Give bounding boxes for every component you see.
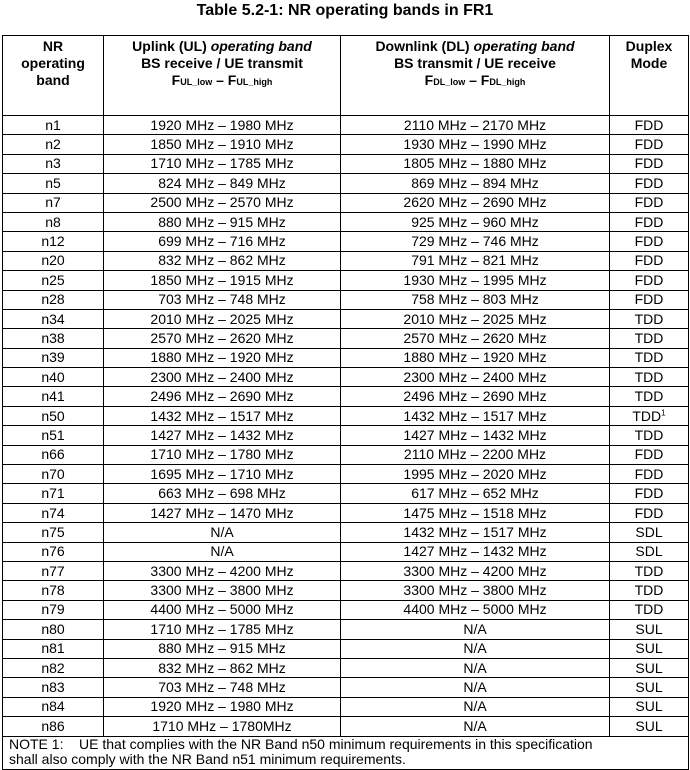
band-cell: n81	[3, 639, 104, 658]
table-row	[3, 697, 689, 716]
note-cell	[3, 736, 689, 769]
uplink-cell: 824 MHz – 849 MHz	[104, 174, 341, 193]
uplink-cell: 1710 MHz – 1780 MHz	[104, 445, 341, 464]
band-cell: n76	[3, 542, 104, 561]
header-downlink-freq: FDL_low – FDL_high	[424, 72, 526, 88]
downlink-cell: N/A	[341, 639, 610, 658]
table-row	[3, 503, 689, 522]
downlink-cell: 617 MHz – 652 MHz	[341, 484, 610, 503]
header-band-line: band	[36, 72, 70, 88]
uplink-cell: 1880 MHz – 1920 MHz	[104, 348, 341, 367]
duplex-cell: SUL	[610, 658, 689, 677]
downlink-cell: 869 MHz – 894 MHz	[341, 174, 610, 193]
table-row	[3, 678, 689, 697]
downlink-cell: N/A	[341, 717, 610, 736]
duplex-cell: FDD	[610, 484, 689, 503]
duplex-cell: FDD	[610, 174, 689, 193]
band-cell: n70	[3, 465, 104, 484]
duplex-cell: FDD	[610, 271, 689, 290]
header-uplink-freq: FUL_low – FUL_high	[171, 72, 273, 88]
uplink-cell: 2500 MHz – 2570 MHz	[104, 193, 341, 212]
duplex-cell: FDD	[610, 135, 689, 154]
duplex-cell: FDD	[610, 503, 689, 522]
band-cell: n79	[3, 600, 104, 619]
table-row	[3, 600, 689, 619]
uplink-cell: 832 MHz – 862 MHz	[104, 658, 341, 677]
downlink-cell: 1880 MHz – 1920 MHz	[341, 348, 610, 367]
uplink-cell: 3300 MHz – 3800 MHz	[104, 581, 341, 600]
band-cell: n12	[3, 232, 104, 251]
table-row	[3, 561, 689, 580]
band-cell: n39	[3, 348, 104, 367]
table-row	[3, 620, 689, 639]
table-row	[3, 174, 689, 193]
table-row	[3, 717, 689, 736]
duplex-cell: FDD	[610, 193, 689, 212]
downlink-cell: N/A	[341, 658, 610, 677]
header-duplex-line: Duplex	[625, 38, 673, 54]
duplex-cell: TDD	[610, 368, 689, 387]
uplink-cell: 1432 MHz – 1517 MHz	[104, 406, 341, 425]
uplink-cell: 4400 MHz – 5000 MHz	[104, 600, 341, 619]
band-cell: n40	[3, 368, 104, 387]
band-cell: n34	[3, 309, 104, 328]
uplink-cell: N/A	[104, 542, 341, 561]
band-cell: n77	[3, 561, 104, 580]
table-title: Table 5.2-1: NR operating bands in FR1	[196, 2, 494, 19]
duplex-cell: TDD	[610, 387, 689, 406]
table-row	[3, 581, 689, 600]
header-downlink	[341, 36, 610, 116]
duplex-cell: TDD	[610, 426, 689, 445]
table-row	[3, 658, 689, 677]
duplex-cell: TDD	[610, 581, 689, 600]
table-row	[3, 154, 689, 173]
downlink-cell: 2110 MHz – 2170 MHz	[341, 116, 610, 135]
downlink-cell: 729 MHz – 746 MHz	[341, 232, 610, 251]
band-cell: n5	[3, 174, 104, 193]
uplink-cell: 1695 MHz – 1710 MHz	[104, 465, 341, 484]
note-label: NOTE 1:	[9, 735, 64, 752]
band-cell: n50	[3, 406, 104, 425]
downlink-cell: 1432 MHz – 1517 MHz	[341, 406, 610, 425]
duplex-cell: FDD	[610, 154, 689, 173]
uplink-cell: 880 MHz – 915 MHz	[104, 639, 341, 658]
downlink-cell: 2496 MHz – 2690 MHz	[341, 387, 610, 406]
downlink-cell: 3300 MHz – 3800 MHz	[341, 581, 610, 600]
duplex-cell: SDL	[610, 523, 689, 542]
header-duplex	[610, 36, 689, 116]
header-downlink-line1: Downlink (DL) operating band	[375, 38, 575, 54]
table-row	[3, 542, 689, 561]
duplex-cell: FDD	[610, 116, 689, 135]
duplex-cell: FDD	[610, 445, 689, 464]
band-cell: n1	[3, 116, 104, 135]
duplex-cell: TDD$^1$	[610, 406, 689, 425]
band-cell: n7	[3, 193, 104, 212]
duplex-cell: SUL	[610, 697, 689, 716]
uplink-cell: 2496 MHz – 2690 MHz	[104, 387, 341, 406]
note-text-1: UE that complies with the NR Band n50 minimum requirements in this specification	[79, 735, 593, 752]
uplink-cell: 699 MHz – 716 MHz	[104, 232, 341, 251]
table-row	[3, 484, 689, 503]
downlink-cell: 1930 MHz – 1990 MHz	[341, 135, 610, 154]
downlink-cell: 2570 MHz – 2620 MHz	[341, 329, 610, 348]
duplex-cell: FDD	[610, 465, 689, 484]
table-row	[3, 135, 689, 154]
band-cell: n86	[3, 717, 104, 736]
duplex-cell: SDL	[610, 542, 689, 561]
downlink-cell: 1427 MHz – 1432 MHz	[341, 426, 610, 445]
downlink-cell: 2110 MHz – 2200 MHz	[341, 445, 610, 464]
band-cell: n38	[3, 329, 104, 348]
duplex-cell: FDD	[610, 251, 689, 270]
uplink-cell: 703 MHz – 748 MHz	[104, 290, 341, 309]
table-row	[3, 116, 689, 135]
table-row	[3, 193, 689, 212]
duplex-cell: SUL	[610, 717, 689, 736]
downlink-cell: 3300 MHz – 4200 MHz	[341, 561, 610, 580]
duplex-cell: FDD	[610, 290, 689, 309]
table-row	[3, 639, 689, 658]
note-row	[3, 736, 689, 769]
table-row	[3, 271, 689, 290]
downlink-cell: 2010 MHz – 2025 MHz	[341, 309, 610, 328]
header-band-line: operating	[21, 55, 85, 71]
band-cell: n80	[3, 620, 104, 639]
uplink-cell: 1850 MHz – 1915 MHz	[104, 271, 341, 290]
table-row	[3, 523, 689, 542]
band-cell: n20	[3, 251, 104, 270]
note-line1	[9, 737, 688, 752]
downlink-cell: 1475 MHz – 1518 MHz	[341, 503, 610, 522]
uplink-cell: 832 MHz – 862 MHz	[104, 251, 341, 270]
uplink-cell: 1710 MHz – 1780MHz	[104, 717, 341, 736]
downlink-cell: 1805 MHz – 1880 MHz	[341, 154, 610, 173]
band-cell: n83	[3, 678, 104, 697]
header-uplink-line1: Uplink (UL) operating band	[132, 38, 312, 54]
uplink-cell: 1427 MHz – 1432 MHz	[104, 426, 341, 445]
uplink-cell: 2300 MHz – 2400 MHz	[104, 368, 341, 387]
band-cell: n28	[3, 290, 104, 309]
header-downlink-line2: BS transmit / UE receive	[394, 55, 556, 71]
uplink-cell: 1710 MHz – 1785 MHz	[104, 154, 341, 173]
band-cell: n75	[3, 523, 104, 542]
table-body	[3, 116, 689, 737]
header-band-line: NR	[42, 38, 64, 54]
band-cell: n51	[3, 426, 104, 445]
uplink-cell: 1850 MHz – 1910 MHz	[104, 135, 341, 154]
table-row	[3, 445, 689, 464]
band-cell: n2	[3, 135, 104, 154]
table-row	[3, 426, 689, 445]
band-cell: n41	[3, 387, 104, 406]
band-cell: n78	[3, 581, 104, 600]
downlink-cell: 791 MHz – 821 MHz	[341, 251, 610, 270]
band-cell: n82	[3, 658, 104, 677]
uplink-cell: 2570 MHz – 2620 MHz	[104, 329, 341, 348]
uplink-cell: 2010 MHz – 2025 MHz	[104, 309, 341, 328]
table-row	[3, 368, 689, 387]
table-row	[3, 212, 689, 231]
uplink-cell: 663 MHz – 698 MHz	[104, 484, 341, 503]
downlink-cell: 1427 MHz – 1432 MHz	[341, 542, 610, 561]
duplex-cell: TDD	[610, 561, 689, 580]
table-row	[3, 465, 689, 484]
table-row	[3, 290, 689, 309]
footnote-marker: 1	[661, 407, 666, 417]
band-cell: n25	[3, 271, 104, 290]
uplink-cell: 1920 MHz – 1980 MHz	[104, 697, 341, 716]
header-duplex-line: Mode	[630, 55, 668, 71]
duplex-cell: SUL	[610, 639, 689, 658]
uplink-cell: 1427 MHz – 1470 MHz	[104, 503, 341, 522]
table-row	[3, 348, 689, 367]
downlink-cell: 1432 MHz – 1517 MHz	[341, 523, 610, 542]
downlink-cell: 2620 MHz – 2690 MHz	[341, 193, 610, 212]
duplex-cell: TDD	[610, 348, 689, 367]
header-uplink-line2: BS receive / UE transmit	[141, 55, 303, 71]
downlink-cell: 925 MHz – 960 MHz	[341, 212, 610, 231]
downlink-cell: 4400 MHz – 5000 MHz	[341, 600, 610, 619]
duplex-cell: FDD	[610, 212, 689, 231]
uplink-cell: 880 MHz – 915 MHz	[104, 212, 341, 231]
header-uplink	[104, 36, 341, 116]
downlink-cell: N/A	[341, 697, 610, 716]
downlink-cell: 1995 MHz – 2020 MHz	[341, 465, 610, 484]
uplink-cell: 3300 MHz – 4200 MHz	[104, 561, 341, 580]
table-row	[3, 387, 689, 406]
duplex-cell: FDD	[610, 232, 689, 251]
band-cell: n74	[3, 503, 104, 522]
table-row	[3, 251, 689, 270]
table-row	[3, 329, 689, 348]
header-row	[3, 36, 689, 116]
band-cell: n71	[3, 484, 104, 503]
band-cell: n8	[3, 212, 104, 231]
band-cell: n84	[3, 697, 104, 716]
header-band	[3, 36, 104, 116]
duplex-cell: TDD	[610, 600, 689, 619]
band-cell: n66	[3, 445, 104, 464]
nr-bands-table	[2, 35, 689, 770]
downlink-cell: 1930 MHz – 1995 MHz	[341, 271, 610, 290]
downlink-cell: 758 MHz – 803 MHz	[341, 290, 610, 309]
uplink-cell: 703 MHz – 748 MHz	[104, 678, 341, 697]
downlink-cell: N/A	[341, 678, 610, 697]
uplink-cell: 1920 MHz – 1980 MHz	[104, 116, 341, 135]
uplink-cell: 1710 MHz – 1785 MHz	[104, 620, 341, 639]
table-row	[3, 406, 689, 425]
table-row	[3, 232, 689, 251]
table-row	[3, 309, 689, 328]
note-line2: shall also comply with the NR Band n51 minimum requirements.	[9, 750, 406, 767]
duplex-cell: SUL	[610, 678, 689, 697]
duplex-cell: TDD	[610, 329, 689, 348]
downlink-cell: 2300 MHz – 2400 MHz	[341, 368, 610, 387]
duplex-cell: TDD	[610, 309, 689, 328]
uplink-cell: N/A	[104, 523, 341, 542]
band-cell: n3	[3, 154, 104, 173]
duplex-cell: SUL	[610, 620, 689, 639]
downlink-cell: N/A	[341, 620, 610, 639]
